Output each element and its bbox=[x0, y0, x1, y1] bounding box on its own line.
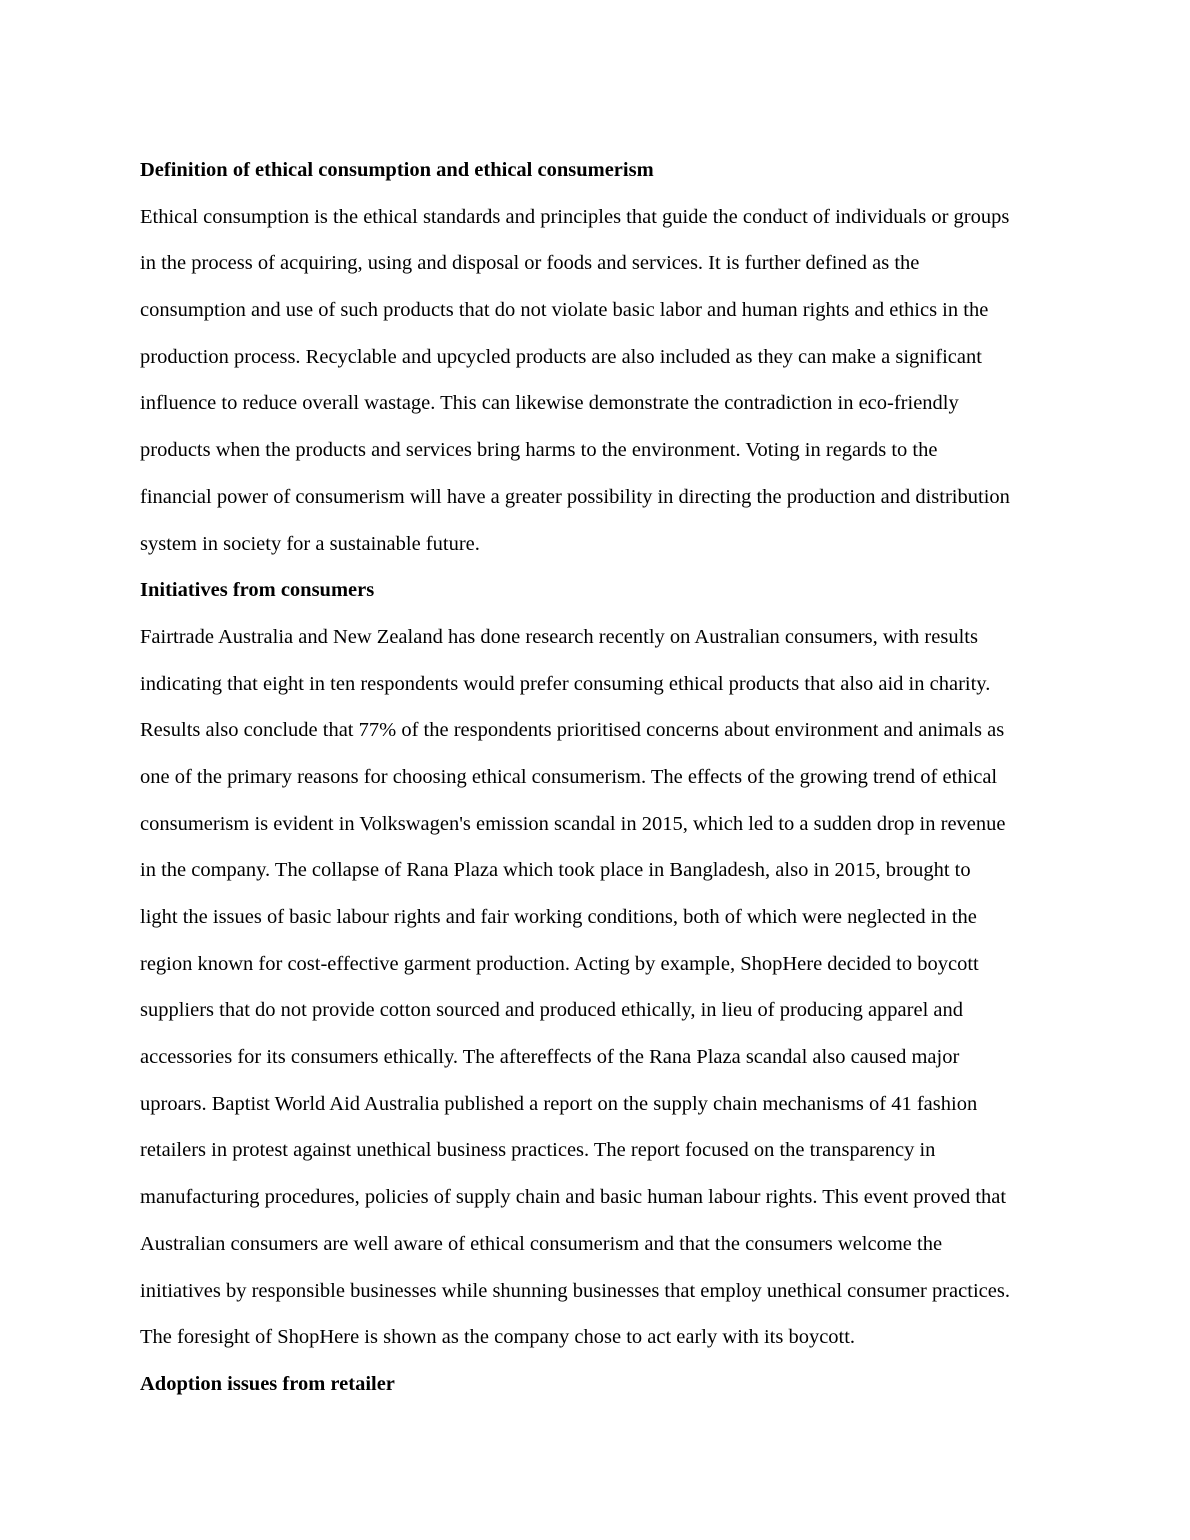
paragraph-line: Results also conclude that 77% of the respondents prioritised concerns about environment and animals as bbox=[140, 719, 1005, 742]
document-body bbox=[140, 147, 1052, 1408]
paragraph-line: consumption and use of such products that do not violate basic labor and human rights and ethics in the bbox=[140, 299, 989, 322]
paragraph-line: Ethical consumption is the ethical standards and principles that guide the conduct of individuals or groups bbox=[140, 205, 1010, 228]
paragraph-line: indicating that eight in ten respondents would prefer consuming ethical products that also aid in charity. bbox=[140, 672, 991, 695]
paragraph-line: consumerism is evident in Volkswagen's emission scandal in 2015, which led to a sudden drop in revenue bbox=[140, 812, 1006, 835]
paragraph-line: financial power of consumerism will have a greater possibility in directing the production and distribution bbox=[140, 485, 1010, 508]
paragraph-line: retailers in protest against unethical business practices. The report focused on the transparency in bbox=[140, 1139, 936, 1162]
paragraph-line: Australian consumers are well aware of ethical consumerism and that the consumers welcome the bbox=[140, 1232, 943, 1255]
section-heading-definition: Definition of ethical consumption and ethical consumerism bbox=[140, 159, 654, 181]
paragraph-line: products when the products and services bring harms to the environment. Voting in regards to the bbox=[140, 439, 938, 462]
paragraph-line: uproars. Baptist World Aid Australia published a report on the supply chain mechanisms of 41 fashion bbox=[140, 1092, 978, 1115]
paragraph-line: in the company. The collapse of Rana Plaza which took place in Bangladesh, also in 2015, brought to bbox=[140, 859, 971, 882]
paragraph-line: in the process of acquiring, using and disposal or foods and services. It is further defined as the bbox=[140, 252, 920, 275]
paragraph-line: accessories for its consumers ethically. The aftereffects of the Rana Plaza scandal also caused major bbox=[140, 1046, 960, 1069]
paragraph-initiatives bbox=[140, 614, 1052, 1361]
paragraph-line: one of the primary reasons for choosing ethical consumerism. The effects of the growing trend of ethical bbox=[140, 765, 998, 788]
paragraph-line: region known for cost-effective garment production. Acting by example, ShopHere decided to boycott bbox=[140, 952, 979, 975]
paragraph-definition bbox=[140, 194, 1052, 568]
section-heading-adoption: Adoption issues from retailer bbox=[140, 1372, 395, 1395]
paragraph-line: system in society for a sustainable future. bbox=[140, 532, 480, 555]
paragraph-line: production process. Recyclable and upcycled products are also included as they can make a significant bbox=[140, 345, 982, 368]
paragraph-line: influence to reduce overall wastage. This can likewise demonstrate the contradiction in eco-friendly bbox=[140, 392, 959, 415]
paragraph-line: The foresight of ShopHere is shown as the company chose to act early with its boycott. bbox=[140, 1326, 856, 1349]
paragraph-line: initiatives by responsible businesses while shunning businesses that employ unethical consumer practices. bbox=[140, 1279, 1010, 1302]
paragraph-line: suppliers that do not provide cotton sourced and produced ethically, in lieu of producing apparel and bbox=[140, 999, 963, 1022]
section-heading-initiatives: Initiatives from consumers bbox=[140, 579, 375, 602]
paragraph-line: manufacturing procedures, policies of supply chain and basic human labour rights. This event proved that bbox=[140, 1186, 1007, 1209]
paragraph-line: light the issues of basic labour rights and fair working conditions, both of which were neglected in the bbox=[140, 906, 977, 928]
paragraph-line: Fairtrade Australia and New Zealand has done research recently on Australian consumers, with results bbox=[140, 625, 978, 648]
